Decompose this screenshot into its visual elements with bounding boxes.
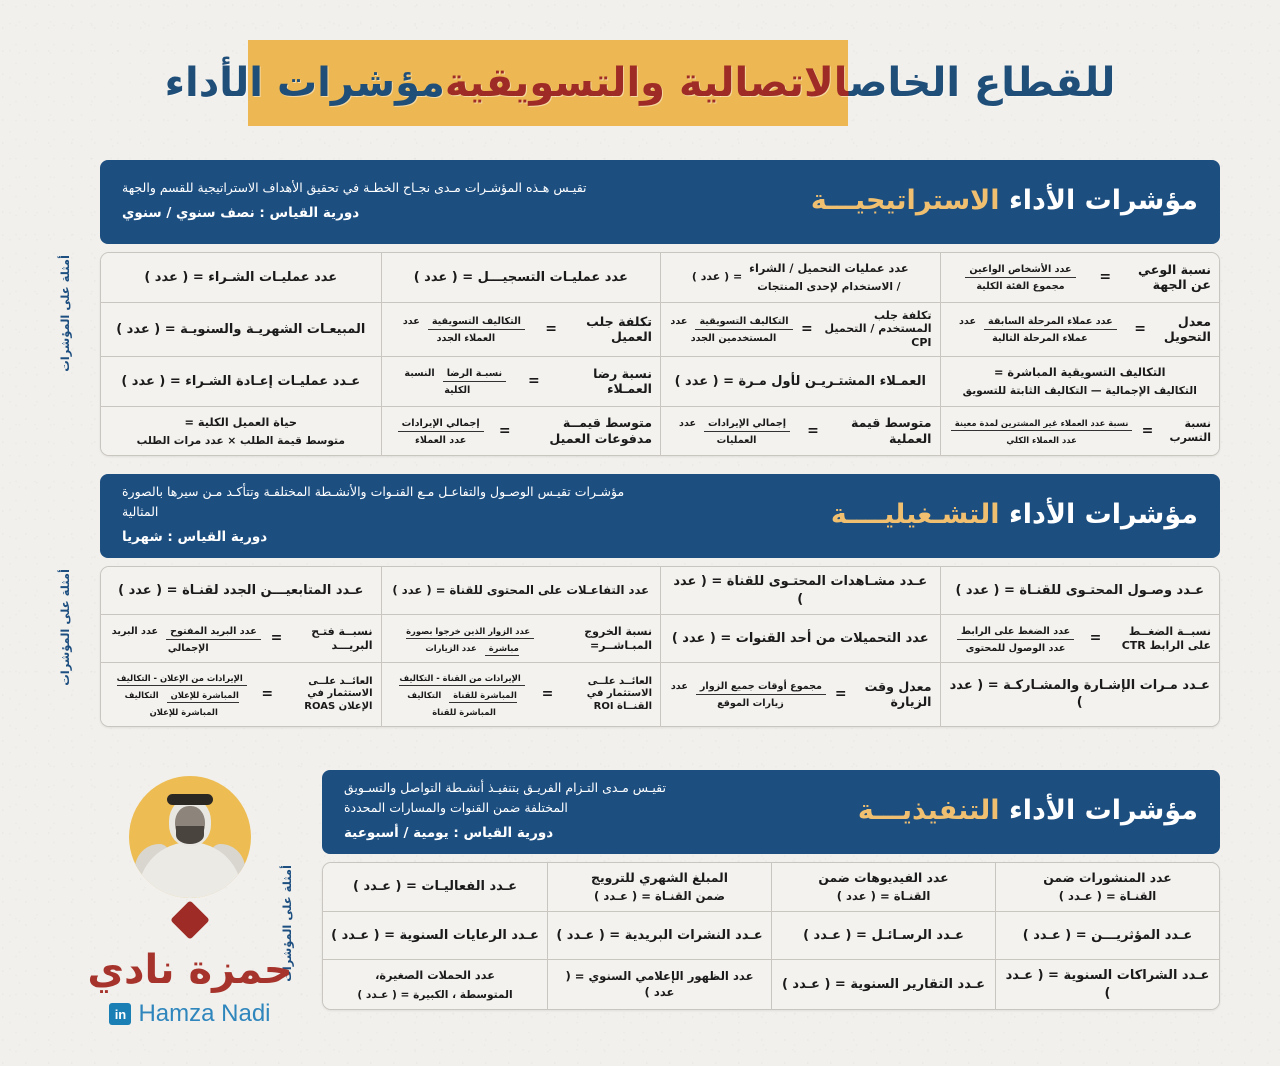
table-cell: المبلغ الشهري للترويج ضمن القنـاة = ( عـدد ) [547,863,771,912]
avatar-beard [176,826,204,844]
table-cell: عدد عمليـات التسجيـــل = ( عدد ) [381,253,661,303]
section-description-text: مؤشـرات تقيـس الوصـول والتفاعـل مـع القنـوات والأنشـطة المختلفـة وتتأكـد مـن سيرها بالصورة المثالية [122,483,625,519]
section-title-main: مؤشرات الأداء [999,499,1198,531]
table-cell: تكلفة جلب المستخدم / التحميل CPI = التكاليف التسويقية عدد المستخدمين الجدد [660,303,940,357]
title-text [165,60,1116,106]
table-cell: نسبــة فتـح البريـــد = عدد البريد المفتوح عدد البريد الإجمالي [101,615,381,663]
section-title-main: مؤشرات الأداء [999,795,1198,827]
table-cell: عـدد عمليـات إعـادة الشـراء = ( عدد ) [101,357,381,407]
table-cell: عـدد مشـاهدات المحتـوى للقناة = ( عدد ) [660,567,940,615]
table-cell: عدد التحميلات من أحد القنوات = ( عدد ) [660,615,940,663]
table-cell: العائــد علــى الاستثمار في القنــاة ROI = الإيرادات من القناة - التكاليف المباشرة للقناة التكاليف المباشرة للقناة [381,663,661,726]
section-header [100,474,1220,558]
indicator-grid [100,566,1220,727]
section-description [122,178,587,225]
title-highlighted: الاتصالية والتسويقية [444,60,849,106]
section-description [122,482,642,549]
section-description-text: تقيـس هـذه المؤشـرات مـدى نجـاح الخطـة في تحقيق الأهداف الاستراتيجية للقسم والجهة [122,179,587,195]
section-title [811,184,1198,218]
section-period: دورية القياس : شهريا [122,528,268,545]
indicator-grid [100,252,1220,456]
author-name-arabic: حمزة نادي [87,947,293,993]
section-period: دورية القياس : يومية / أسبوعية [344,824,554,841]
section-title-accent: التشـغيليــــة [830,499,1000,531]
table-cell: عدد الحملات الصغيرة، المتوسطة ، الكبيرة = ( عـدد ) [323,960,547,1009]
table-cell: عدد عمليات التحميل / الشراء / الاستخدام لإحدى المنتجات = ( عدد ) [660,253,940,303]
section-header [322,770,1220,854]
table-cell: عـدد وصـول المحتـوى للقنـاة = ( عدد ) [940,567,1220,615]
table-cell: نسبــة الضغــط على الرابط CTR = $\frac{\text{عدد الضغط على الرابط}}{\text{عدد الوصول للمحتوى}}$ [940,615,1220,663]
table-cell: عدد الفيديوهات ضمن القنـاة = ( عدد ) [771,863,995,912]
table-cell: معدل التحويل = عدد عملاء المرحلة السابقة عدد عملاء المرحلة التالية [940,303,1220,357]
section-title-accent: الاستراتيجيـــة [810,185,1000,217]
table-cell: عـدد مـرات الإشـارة والمشـاركـة = ( عدد ) [940,663,1220,726]
table-cell: عـدد الرعايات السنوية = ( عـدد ) [323,912,547,960]
author-social[interactable] [60,1000,320,1028]
table-cell: متوسط قيمــة مدفوعات العميل = $\frac{\text{إجمالي الإيرادات}}{\text{عدد العملاء}}$ [381,407,661,456]
title-suffix: للقطاع الخاص [848,60,1116,106]
table-cell: تكلفة جلب العميل = التكاليف التسويقية عدد العملاء الجدد [381,303,661,357]
table-cell: متوسط قيمة العملية = إجمالي الإيرادات عدد العمليات [660,407,940,456]
section-operational [58,474,1220,727]
section-title-main: مؤشرات الأداء [999,185,1198,217]
table-cell: عـدد الفعاليـات = ( عـدد ) [323,863,547,912]
table-cell: عدد التفاعـلات على المحتوى للقناة = ( عدد ) [381,567,661,615]
table-cell: عـدد المؤثريـــن = ( عـدد ) [995,912,1219,960]
linkedin-icon[interactable]: in [109,1003,131,1025]
section-header [100,160,1220,244]
section-description-text: تقيـس مـدى التـزام الفريـق بتنفيـذ أنشـطة التواصل والتسـويق المختلفة ضمن القنوات والمسارات المحددة [344,779,666,815]
table-cell: عدد المنشورات ضمن القنـاة = ( عـدد ) [995,863,1219,912]
table-cell: المبيعـات الشهريـة والسنويـة = ( عدد ) [101,303,381,357]
examples-vertical-label: أمثلة على المؤشرات [280,865,294,982]
avatar [129,776,251,898]
table-cell: عدد الظهور الإعلامي السنوي = ( عدد ) [547,960,771,1009]
indicator-grid [322,862,1220,1010]
section-title-accent: التنفيذيـــة [857,795,1000,827]
table-cell: عـدد الشراكات السنوية = ( عـدد ) [995,960,1219,1009]
table-cell: حياة العميل الكلية = متوسط قيمة الطلب × عدد مرات الطلب [101,407,381,456]
section-strategic [58,160,1220,456]
page-title [0,28,1280,138]
table-cell: عدد عمليـات الشـراء = ( عدد ) [101,253,381,303]
table-cell: عـدد النشرات البريدية = ( عـدد ) [547,912,771,960]
table-cell: العائــد علــى الاستثمار في الإعلان ROAS = الإيرادات من الإعلان - التكاليف المباشرة للإعلان التكاليف المباشرة للإعلان [101,663,381,726]
table-cell: نسبة الخروج المبـاشــر= عدد الزوار الذين خرجوا بصورة مباشرة عدد الزيارات [381,615,661,663]
examples-vertical-label: أمثلة على المؤشرات [58,255,72,372]
section-executional [280,770,1220,1010]
section-period: دورية القياس : نصف سنوي / سنوي [122,204,360,221]
section-title [858,794,1198,828]
table-cell: نسبة الوعي عن الجهة = $\frac{\text{عدد الأشخاص الواعين}}{\text{مجموع الفئة الكلية}}$ [940,253,1220,303]
author-handle: Hamza Nadi [138,1000,271,1027]
table-cell: عـدد الرسـائـل = ( عـدد ) [771,912,995,960]
table-cell: عـدد التقارير السنوية = ( عـدد ) [771,960,995,1009]
title-prefix: مؤشرات الأداء [164,60,445,106]
table-cell: عـدد المتابعيـــن الجدد لقنـاة = ( عدد ) [101,567,381,615]
avatar-agal [167,794,213,805]
table-cell: العمـلاء المشتـريـن لأول مـرة = ( عدد ) [660,357,940,407]
section-title [831,498,1198,532]
section-description [344,778,674,845]
diamond-logo-icon [170,900,210,940]
examples-vertical-label: أمثلة على المؤشرات [58,569,72,686]
table-cell: معدل وقت الزيارة = مجموع أوقات جميع الزوار عدد زيارات الموقع [660,663,940,726]
table-cell: نسبة رضا العمـلاء = نسبـة الرضا النسبة الكلية [381,357,661,407]
table-cell: نسبة التسرب = $\frac{\text{نسبة عدد العملاء غير المشترين لمدة معينة}}{\text{عدد العملاء الكلي}}$ [940,407,1220,456]
table-cell: التكاليف التسويقية المباشرة = التكاليف الإجمالية — التكاليف الثابتة للتسويق [940,357,1220,407]
author-branding [60,776,320,1028]
